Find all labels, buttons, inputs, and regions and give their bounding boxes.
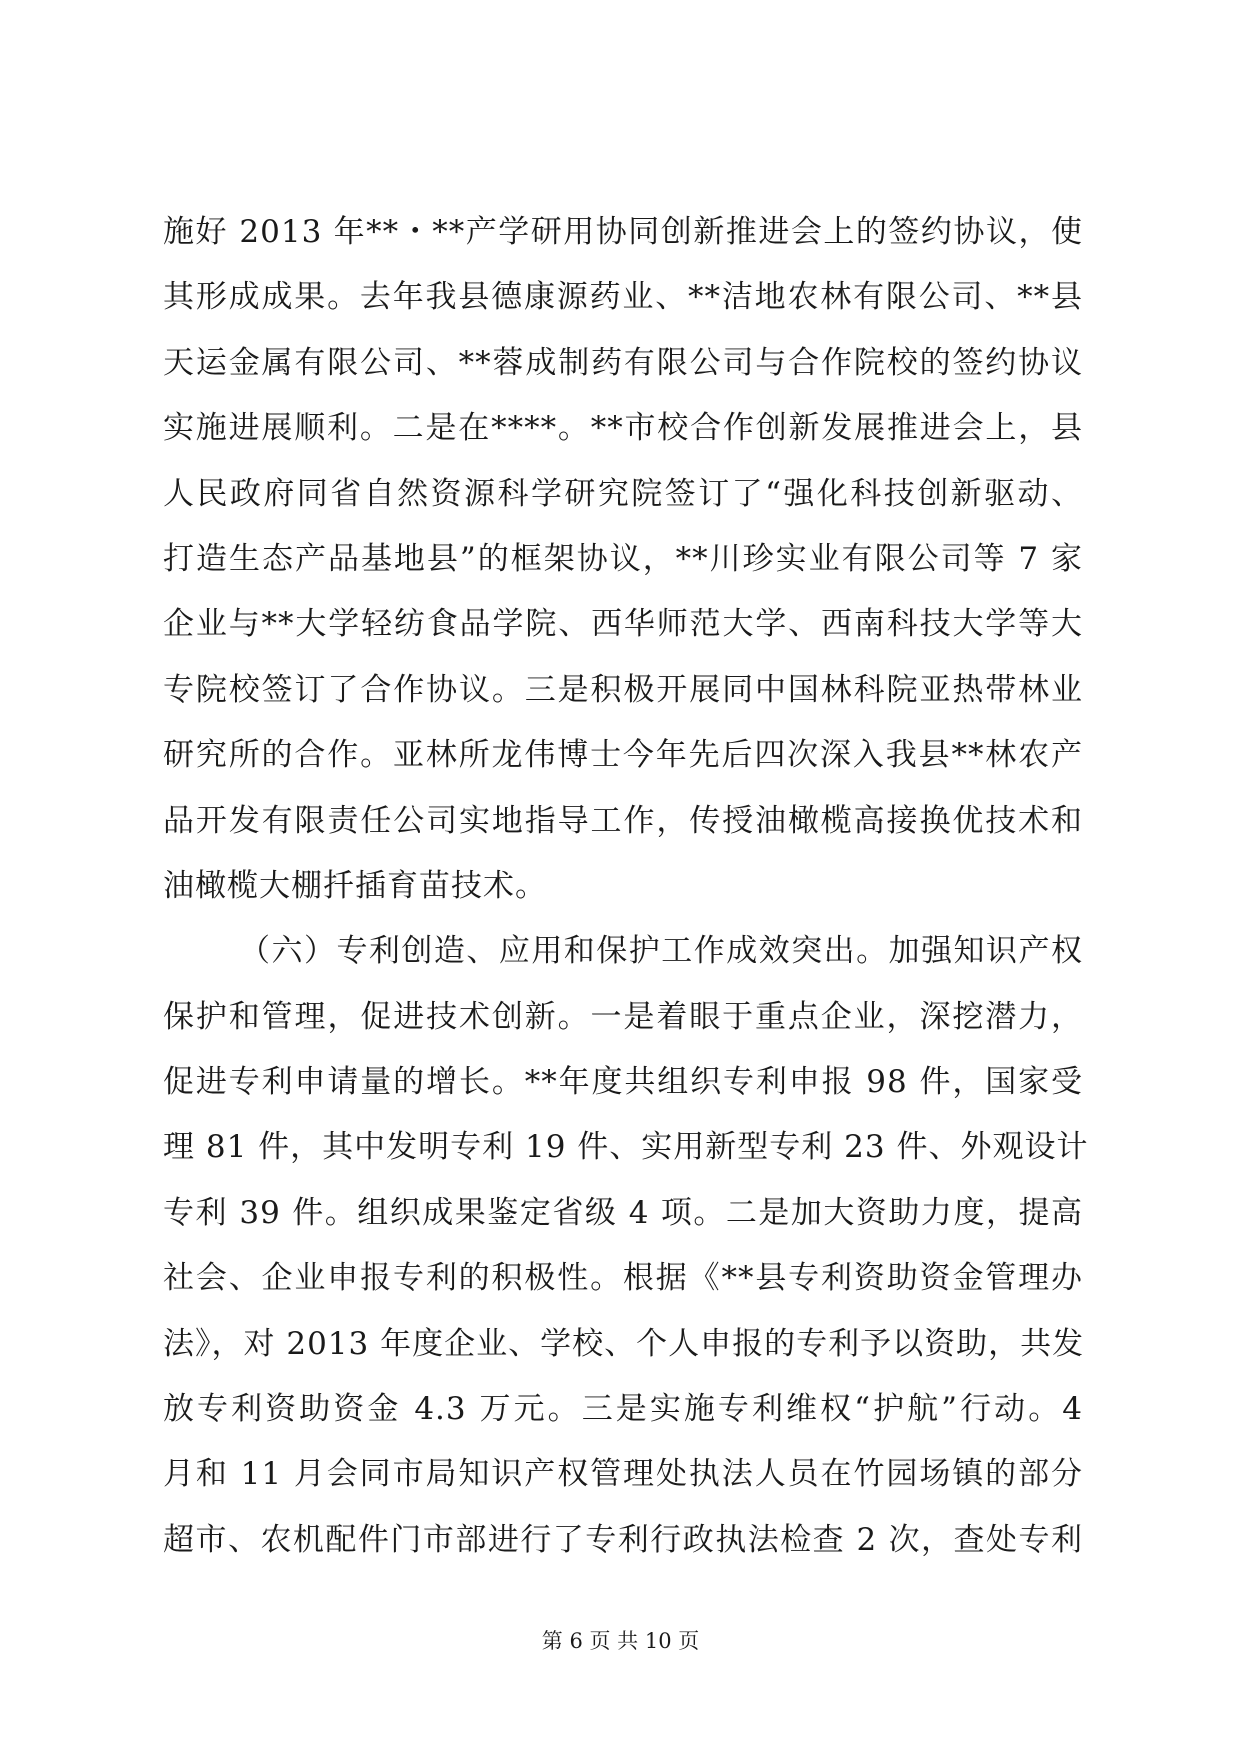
text-line: 促进专利申请量的增长。**年度共组织专利申报 98 件，国家受 <box>163 1064 1083 1101</box>
text-line: 法》，对 2013 年度企业、学校、个人申报的专利予以资助，共发 <box>163 1325 1085 1362</box>
text-line: 放专利资助资金 4.3 万元。三是实施专利维权“护航”行动。4 <box>163 1391 1083 1428</box>
text-line: 实施进展顺利。二是在****。**市校合作创新发展推进会上，县 <box>163 410 1083 447</box>
text-line: 专院校签订了合作协议。三是积极开展同中国林科院亚热带林业 <box>163 671 1083 708</box>
text-line: 人民政府同省自然资源科学研究院签订了“强化科技创新驱动、 <box>163 475 1083 512</box>
text-line: 施好 2013 年**・**产学研用协同创新推进会上的签约协议，使 <box>163 214 1083 250</box>
page-number-footer: 第 6 页 共 10 页 <box>541 1629 700 1653</box>
text-line: 专利 39 件。组织成果鉴定省级 4 项。二是加大资助力度，提高 <box>163 1194 1083 1231</box>
text-line: 研究所的合作。亚林所龙伟博士今年先后四次深入我县**林农产 <box>163 737 1083 774</box>
section-heading-line: （六）专利创造、应用和保护工作成效突出。加强知识产权 <box>239 933 1083 970</box>
text-line: 企业与**大学轻纺食品学院、西华师范大学、西南科技大学等大 <box>163 606 1083 643</box>
text-line: 品开发有限责任公司实地指导工作，传授油橄榄高接换优技术和 <box>163 802 1083 839</box>
body-text <box>163 200 1089 1573</box>
text-line: 其形成成果。去年我县德康源药业、**洁地农林有限公司、**县 <box>163 279 1083 316</box>
text-line: 超市、农机配件门市部进行了专利行政执法检查 2 次，查处专利 <box>163 1521 1083 1558</box>
text-line: 打造生态产品基地县”的框架协议，**川珍实业有限公司等 7 家 <box>163 540 1083 577</box>
text-line: 天运金属有限公司、**蓉成制药有限公司与合作院校的签约协议 <box>163 344 1083 381</box>
text-line: 保护和管理，促进技术创新。一是着眼于重点企业，深挖潜力， <box>163 998 1083 1035</box>
paragraph-end-line: 油橄榄大棚扦插育苗技术。 <box>163 867 547 904</box>
text-line: 理 81 件，其中发明专利 19 件、实用新型专利 23 件、外观设计 <box>163 1129 1089 1166</box>
text-line: 社会、企业申报专利的积极性。根据《**县专利资助资金管理办 <box>163 1260 1083 1297</box>
text-line: 月和 11 月会同市局知识产权管理处执法人员在竹园场镇的部分 <box>163 1456 1083 1493</box>
